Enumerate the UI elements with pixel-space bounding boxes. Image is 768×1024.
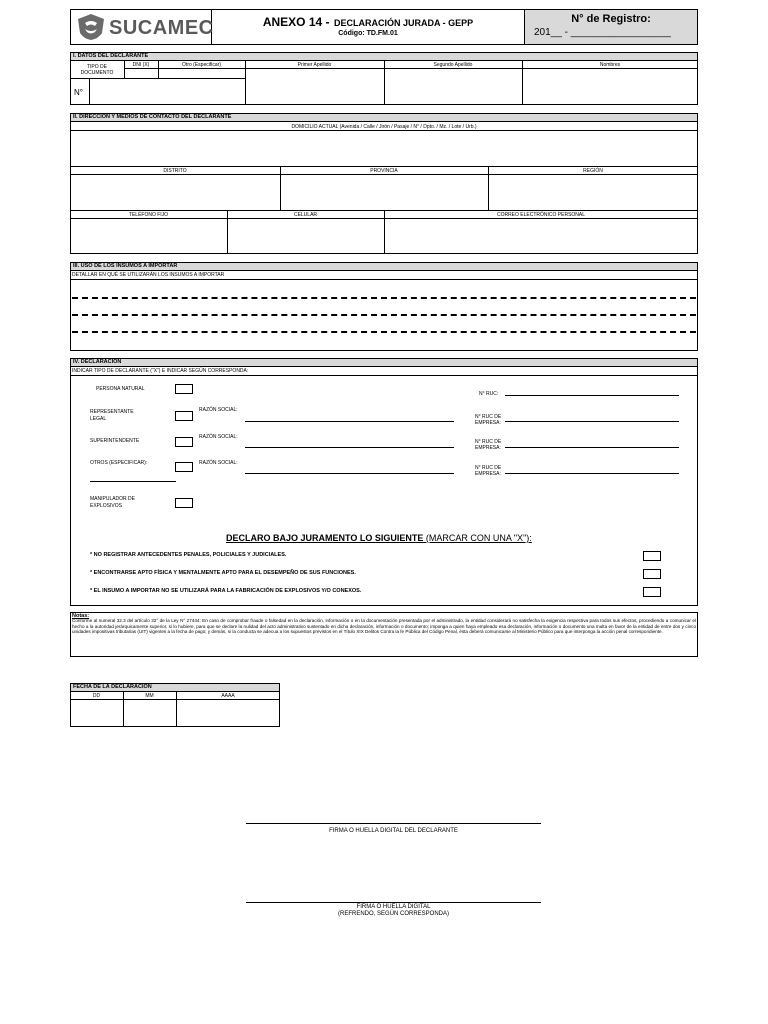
declarant-signature-label: FIRMA O HUELLA DIGITAL DEL DECLARANTE: [329, 828, 458, 834]
usage-detail-label: DETALLAR EN QUÉ SE UTILIZARÁN LOS INSUMOS A IMPORTAR: [72, 272, 225, 278]
first-surname-label: Primer Apellido: [297, 62, 332, 68]
doc-number-label: N°: [74, 88, 83, 97]
endorsement-signature-label-2: (REFRENDO, SEGÚN CORRESPONDA): [337, 911, 449, 917]
date-mm-label: MM: [145, 693, 154, 699]
province-label: PROVINCIA: [370, 168, 398, 174]
second-surname-label: Segundo Apellido: [433, 62, 473, 68]
usage-line-1[interactable]: [72, 297, 696, 299]
oath-item-1: * NO REGISTRAR ANTECEDENTES PENALES, POLICIALES Y JUDICIALES.: [90, 552, 287, 558]
date-yyyy-label: AAAA: [221, 693, 235, 699]
others-specify-field[interactable]: [90, 481, 176, 482]
section3-title: III. USO DE LOS INSUMOS A IMPORTAR: [70, 262, 698, 271]
email-field[interactable]: [385, 219, 697, 253]
notes-text: Conforme al numeral 32.3 del artículo 32° de la Ley N° 27444: En caso de comprobar fraude o falsedad en la declaración, información o en la documentación presentada por el administrado, la entidad considerará no satisfecha la exigencia respectiva para todos sus efectos, procediendo a comunicar el hecho a la autoridad jerárquicamente superior, si lo hubiere, para que se declare la nulidad del acto administrativo sustentado en dicha declaración, información o documento; imponga a quien haya empleado esa declaración, información o documento una multa en favor de la entidad de entre dos y cinco unidades impositivas tributarias (UIT) vigentes a la fecha de pago; y demás, si la conducta se adecua a los supuestos previstos en el Título XIX Delitos Contra la fe Pública del Código Penal, ésta deberá comunicarse al Ministerio Público para que interponga la acción penal correspondiente.: [72, 618, 696, 635]
ruc-company-label-2b: EMPRESA:: [475, 445, 501, 451]
endorsement-signature-line[interactable]: [246, 902, 541, 903]
date-dd-label: DD: [92, 693, 101, 699]
mobile-field[interactable]: [228, 219, 383, 253]
oath-heading: [226, 533, 532, 543]
phone-label: TELÉFONO FIJO: [128, 212, 169, 218]
region-field[interactable]: [489, 175, 697, 209]
oath-item-1-checkbox[interactable]: [643, 551, 661, 561]
oath-hint: (MARCAR CON UNA "X"):: [423, 533, 532, 543]
annex-title: ANEXO 14 -: [262, 15, 330, 29]
ruc-company-field-1[interactable]: [505, 421, 679, 422]
first-surname-field[interactable]: [246, 69, 383, 104]
names-label: Nombres: [599, 62, 621, 68]
razon-social-field-1[interactable]: [245, 421, 454, 422]
ruc-company-label-1a: N° RUC DE: [475, 414, 502, 420]
doc-number-field[interactable]: [90, 79, 244, 104]
superintendent-checkbox[interactable]: [175, 437, 193, 447]
ruc-company-label-3b: EMPRESA:: [475, 471, 501, 477]
s2-h2: [70, 166, 698, 167]
natural-person-label: PERSONA NATURAL: [96, 386, 145, 392]
s3-h1: [70, 279, 698, 280]
razon-social-label-3: RAZÓN SOCIAL:: [199, 460, 238, 466]
sucamec-logo: [76, 13, 214, 41]
sucamec-shield-icon: [76, 13, 106, 41]
logo-text: SUCAMEC: [109, 17, 214, 39]
ruc-company-label-2a: N° RUC DE: [475, 439, 502, 445]
province-field[interactable]: [281, 175, 487, 209]
notes-title: Notas:: [72, 613, 90, 619]
address-field[interactable]: [71, 131, 697, 166]
date-mm-field[interactable]: [124, 700, 175, 726]
section3-box: [70, 270, 698, 351]
names-field[interactable]: [523, 69, 697, 104]
date-title: FECHA DE LA DECLARACIÓN: [70, 683, 280, 692]
date-yyyy-field[interactable]: [177, 700, 279, 726]
mobile-label: CELULAR: [293, 212, 318, 218]
usage-line-3[interactable]: [72, 331, 696, 333]
legal-rep-label-1: REPRESENTANTE: [90, 409, 134, 415]
handler-label-2: EXPLOSIVOS: [90, 503, 122, 509]
oath-title: DECLARO BAJO JURAMENTO LO SIGUIENTE: [226, 533, 424, 543]
registry-value[interactable]: 201__ - __________________: [534, 27, 671, 38]
legal-rep-checkbox[interactable]: [175, 411, 193, 421]
date-dd-field[interactable]: [71, 700, 122, 726]
oath-item-3: * EL INSUMO A IMPORTAR NO SE UTILIZARÁ PARA LA FABRICACIÓN DE EXPLOSIVOS Y/O CONEXOS.: [90, 588, 362, 594]
other-doc-label: Otro (Especificar): [182, 62, 221, 68]
declarant-type-instruction: INDICAR TIPO DE DECLARANTE ("X") E INDICAR SEGÚN CORRESPONDA:: [72, 368, 249, 374]
oath-item-3-checkbox[interactable]: [643, 587, 661, 597]
section2-title: II. DIRECCIÓN Y MEDIOS DE CONTACTO DEL DECLARANTE: [70, 113, 698, 122]
phone-field[interactable]: [71, 219, 226, 253]
annex-subtitle: DECLARACIÓN JURADA - GEPP: [333, 18, 474, 28]
form-code: Código: TD.FM.01: [338, 30, 398, 37]
endorsement-signature-label-1: FIRMA O HUELLA DIGITAL: [356, 904, 431, 910]
district-label: DISTRITO: [163, 168, 187, 174]
razon-social-field-2[interactable]: [245, 447, 454, 448]
s1-h1: [124, 68, 245, 69]
ruc-company-label-3a: N° RUC DE: [475, 465, 502, 471]
superintendent-label: SUPERINTENDENTE: [90, 438, 140, 444]
ruc-company-field-3[interactable]: [505, 473, 679, 474]
others-checkbox[interactable]: [175, 462, 193, 472]
ruc-company-field-2[interactable]: [505, 447, 679, 448]
handler-checkbox[interactable]: [175, 498, 193, 508]
razon-social-label-1: RAZÓN SOCIAL:: [199, 407, 238, 413]
ruc-field[interactable]: [505, 395, 679, 396]
ruc-company-label-1b: EMPRESA:: [475, 420, 501, 426]
oath-item-2-checkbox[interactable]: [643, 569, 661, 579]
section4-title: IV. DECLARACIÓN: [70, 358, 698, 367]
section1-title: I. DATOS DEL DECLARANTE: [70, 52, 698, 61]
declarant-signature-line[interactable]: [246, 823, 541, 824]
address-label: DOMICILIO ACTUAL (Avenida / Calle / Jirón / Pasaje / N° / Dpto. / Mz. / Lote / Urb.): [291, 124, 477, 130]
district-field[interactable]: [71, 175, 279, 209]
razon-social-label-2: RAZÓN SOCIAL:: [199, 434, 238, 440]
region-label: REGIÓN: [583, 168, 603, 174]
oath-item-2: * ENCONTRARSE APTO FÍSICA Y MENTALMENTE APTO PARA EL DESEMPEÑO DE SUS FUNCIONES.: [90, 570, 356, 576]
usage-line-2[interactable]: [72, 314, 696, 316]
doc-type-label: TIPO DE DOCUMENTO: [80, 64, 114, 76]
ruc-label: N° RUC:: [479, 391, 499, 397]
legal-rep-label-2: LEGAL: [90, 416, 107, 422]
razon-social-field-3[interactable]: [245, 473, 454, 474]
annex-title-line: [212, 13, 524, 31]
others-label: OTROS (ESPECIFICAR):: [90, 460, 148, 466]
s4-h1: [70, 375, 698, 376]
registry-label: N° de Registro:: [571, 13, 651, 25]
handler-label-1: MANIPULADOR DE: [90, 496, 136, 502]
second-surname-field[interactable]: [385, 69, 521, 104]
email-label: CORREO ELECTRÓNICO PERSONAL: [496, 212, 586, 218]
natural-person-checkbox[interactable]: [175, 384, 193, 394]
dni-label: DNI (X): [132, 62, 150, 68]
